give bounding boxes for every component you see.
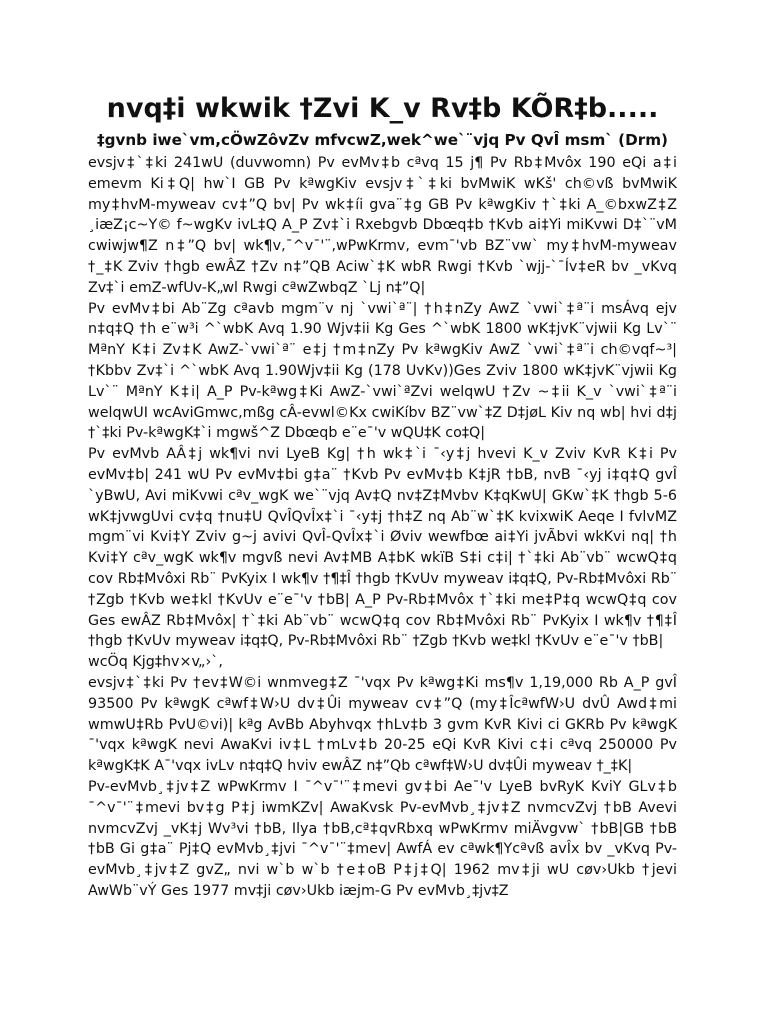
- salutation-line: wcÖq Kjg‡hv×v„›`,: [88, 654, 223, 671]
- paragraph-5: evsjv‡`‡ki Pv †ev‡W©i wnmveg‡Z ¯'vqx Pv kªwg‡Ki ms¶v 1,19,000 Rb A_P gvÎ 93500 Pv kªwgK cªwf‡W›U dv‡Ûi myweav cv‡”Q (my‡ÎcªwfW›U dvÛ Awd‡mi wmwU‡Rb PvU©vi)| kªg AvBb Abyhvqx †hLv‡b 3 gvm KvR Kivi ci GKRb Pv kªwgK ¯'vqx kªwgK nevi AwaKvi iv‡L †mLv‡b 20-25 eQi KvR Kivi c‡i cªvq 250000 Pv kªwgK‡K A¯'vqx ivLv n‡q‡Q hviv ewÂZ n‡”Qb cªwf‡W›U dv‡Ûi myweav †_‡K|: [88, 674, 677, 775]
- paragraph-3: Pv evMvb AÂ‡j wk¶vi nvi LyeB Kg| †h wk‡`i ¯‹y‡j hvevi K_v Zviv KvR K‡i Pv evMv‡b| 241 wU Pv evMv‡bi g‡a¨ †Kvb Pv evMv‡b K‡jR †bB, nvB ¯‹yj i‡q‡Q gvÎ `yBwU, Avi miKvwi cªv_wgK we`¨vjq Av‡Q nv‡Z‡Mvbv K‡qKwU| GKw`‡K †hgb 5-6 wK‡jvwgUvi cv‡q †nu‡U QvÎQvÎx‡`i ¯‹y‡j †h‡Z nq Ab¨w`‡K kvixwiK Aeqe I fvlvMZ mgm¨vi Kvi‡Y Zviv g~j avivi QvÎ-QvÎx‡`i Øviv wewfbœ ai‡Yi jvÃbvi wkKvi nq| †h Kvi‡Y cªv_wgK wk¶v mgvß nevi Av‡MB A‡bK wkïB S‡i c‡i| †`‡ki Ab¨vb¨ wcwQ‡q cov Rb‡Mvôxi Rb¨ PvKyix I wk¶v †¶‡Î †hgb †KvUv myweav i‡q‡Q, Pv-Rb‡Mvôxi Rb¨ †Zgb †Kvb we‡kl †KvUv e¨e¯'v †bB| A_P Pv-Rb‡Mvôx †`‡ki me‡P‡q wcwQ‡q cov Ges ewÂZ Rb‡Mvôx| †`‡ki Ab¨vb¨ wcwQ‡q cov Rb‡Mvôxi Rb¨ PvKyix I wk¶v †¶‡Î †hgb †KvUv myweav i‡q‡Q, Pv-Rb‡Mvôxi Rb¨ †Zgb †Kvb we‡kl †KvUv e¨e¯'v †bB|: [88, 446, 677, 650]
- article-title: nvq‡i wkwik †Zvi K_v Rv‡b KÕR‡b.....: [106, 93, 659, 124]
- document-page: [88, 90, 677, 902]
- paragraph-2: Pv evMv‡bi Ab¨Zg cªavb mgm¨v nj `vwi`ª¨| †h‡nZy AwZ `vwi`‡ª¨i msÁvq ejv n‡q‡Q †h e¨w³i ^`wbK Avq 1.90 Wjv‡ii Kg Ges ^`wbK 1800 wK‡jvK¨vjwii Kg Lv`¨ MªnY K‡i Zv‡K AwZ-`vwi`ª¨ e‡j †m‡nZy Pv kªwgKiv AwZ `vwi`‡ª¨i ch©vqf~³| †Kbbv Zv‡`i ^`wbK Avq 1.90Wjv‡ii Kg (178 UvKv))Ges Zviv 1800 wK‡jvK¨vjwii Kg Lv`¨ MªnY K‡i| A_P Pv-kªwg‡Ki AwZ-`vwi`ªZvi welqwU †Zv ~‡ii K_v `vwi`‡ª¨i welqwUI wcAviGmwc,mßg cÂ-evwl©Kx cwiKíbv BZ¨vw`‡Z D‡jøL Kiv nq wb| hvi d‡j †`‡ki Pv-kªwgK‡`i mgwš^Z Dbœqb e¨e¯'v wQU‡K co‡Q|: [88, 300, 677, 442]
- paragraph-1: evsjv‡`‡ki 241wU (duvwomn) Pv evMv‡b cªvq 15 j¶ Pv Rb‡Mvôx 190 eQi a‡i emevm Ki‡Q| hw`I GB Pv kªwgKiv evsjv‡`‡ki bvMwiK wKš' ch©vß bvMwiK my‡hvM-myweav cv‡”Q bv| Pv wk‡íi gva¨‡g GB Pv kªwgKiv †`‡ki A_©bxwZ‡Z ¸iæZ¡c~Y© f~wgKv ivL‡Q A_P Zv‡`i Rxebgvb Dbœq‡b †Kvb ai‡Yi miKvwi D‡`¨vM cwiwjw¶Z n‡”Q bv| wk¶v,¯^v¯'¨,wPwKrmv, evm¯'vb BZ¨vw` my‡hvM-myweav †_‡K Zviv †hgb ewÂZ †Zv n‡”QB Aciw`‡K wbR Rwgi †Kvb `wjj-`¯Ív‡eR bv _vKvq Zv‡`i emZ-wfUv-K„wl Rwgi cªwZwbqZ `Lj n‡”Q|: [88, 155, 677, 296]
- article-body: [88, 153, 677, 902]
- paragraph-6: Pv-evMvb¸‡jv‡Z wPwKrmv I ¯^v¯'¨‡mevi gv‡bi Ae¯'v LyeB bvRyK KviY GLv‡b ¯^v¯'¨‡mevi bv‡g P‡j iwmKZv| AwaKvsk Pv-evMvb¸‡jv‡Z nvmcvZvj †bB Avevi nvmcvZvj _vK‡j Wv³vi †bB, Ilya †bB,cª‡qvRbxq wPwKrmv miÄvgvw` †bB|GB †bB †bB Gi g‡a¨ Pj‡Q evMvb¸‡jvi ¯^v¯'¨‡mev| AwfÁ ev cªwk¶Ycªvß avÎx bv _vKvq Pv-evMvb¸‡jv‡Z gvZ„ nvi w`b w`b †e‡oB P‡j‡Q| 1962 mv‡ji wU cøv›Ukb †jevi AwWb¨vÝ Ges 1977 mv‡ji cøv›Ukb iæjm-G Pv evMvb¸‡jv‡Z: [88, 778, 677, 899]
- author-byline: ‡gvnb iwe`vm,cÖwZôvZv mfvcwZ,wek^we`¨vjq Pv QvÎ msm` (Drm): [97, 131, 668, 149]
